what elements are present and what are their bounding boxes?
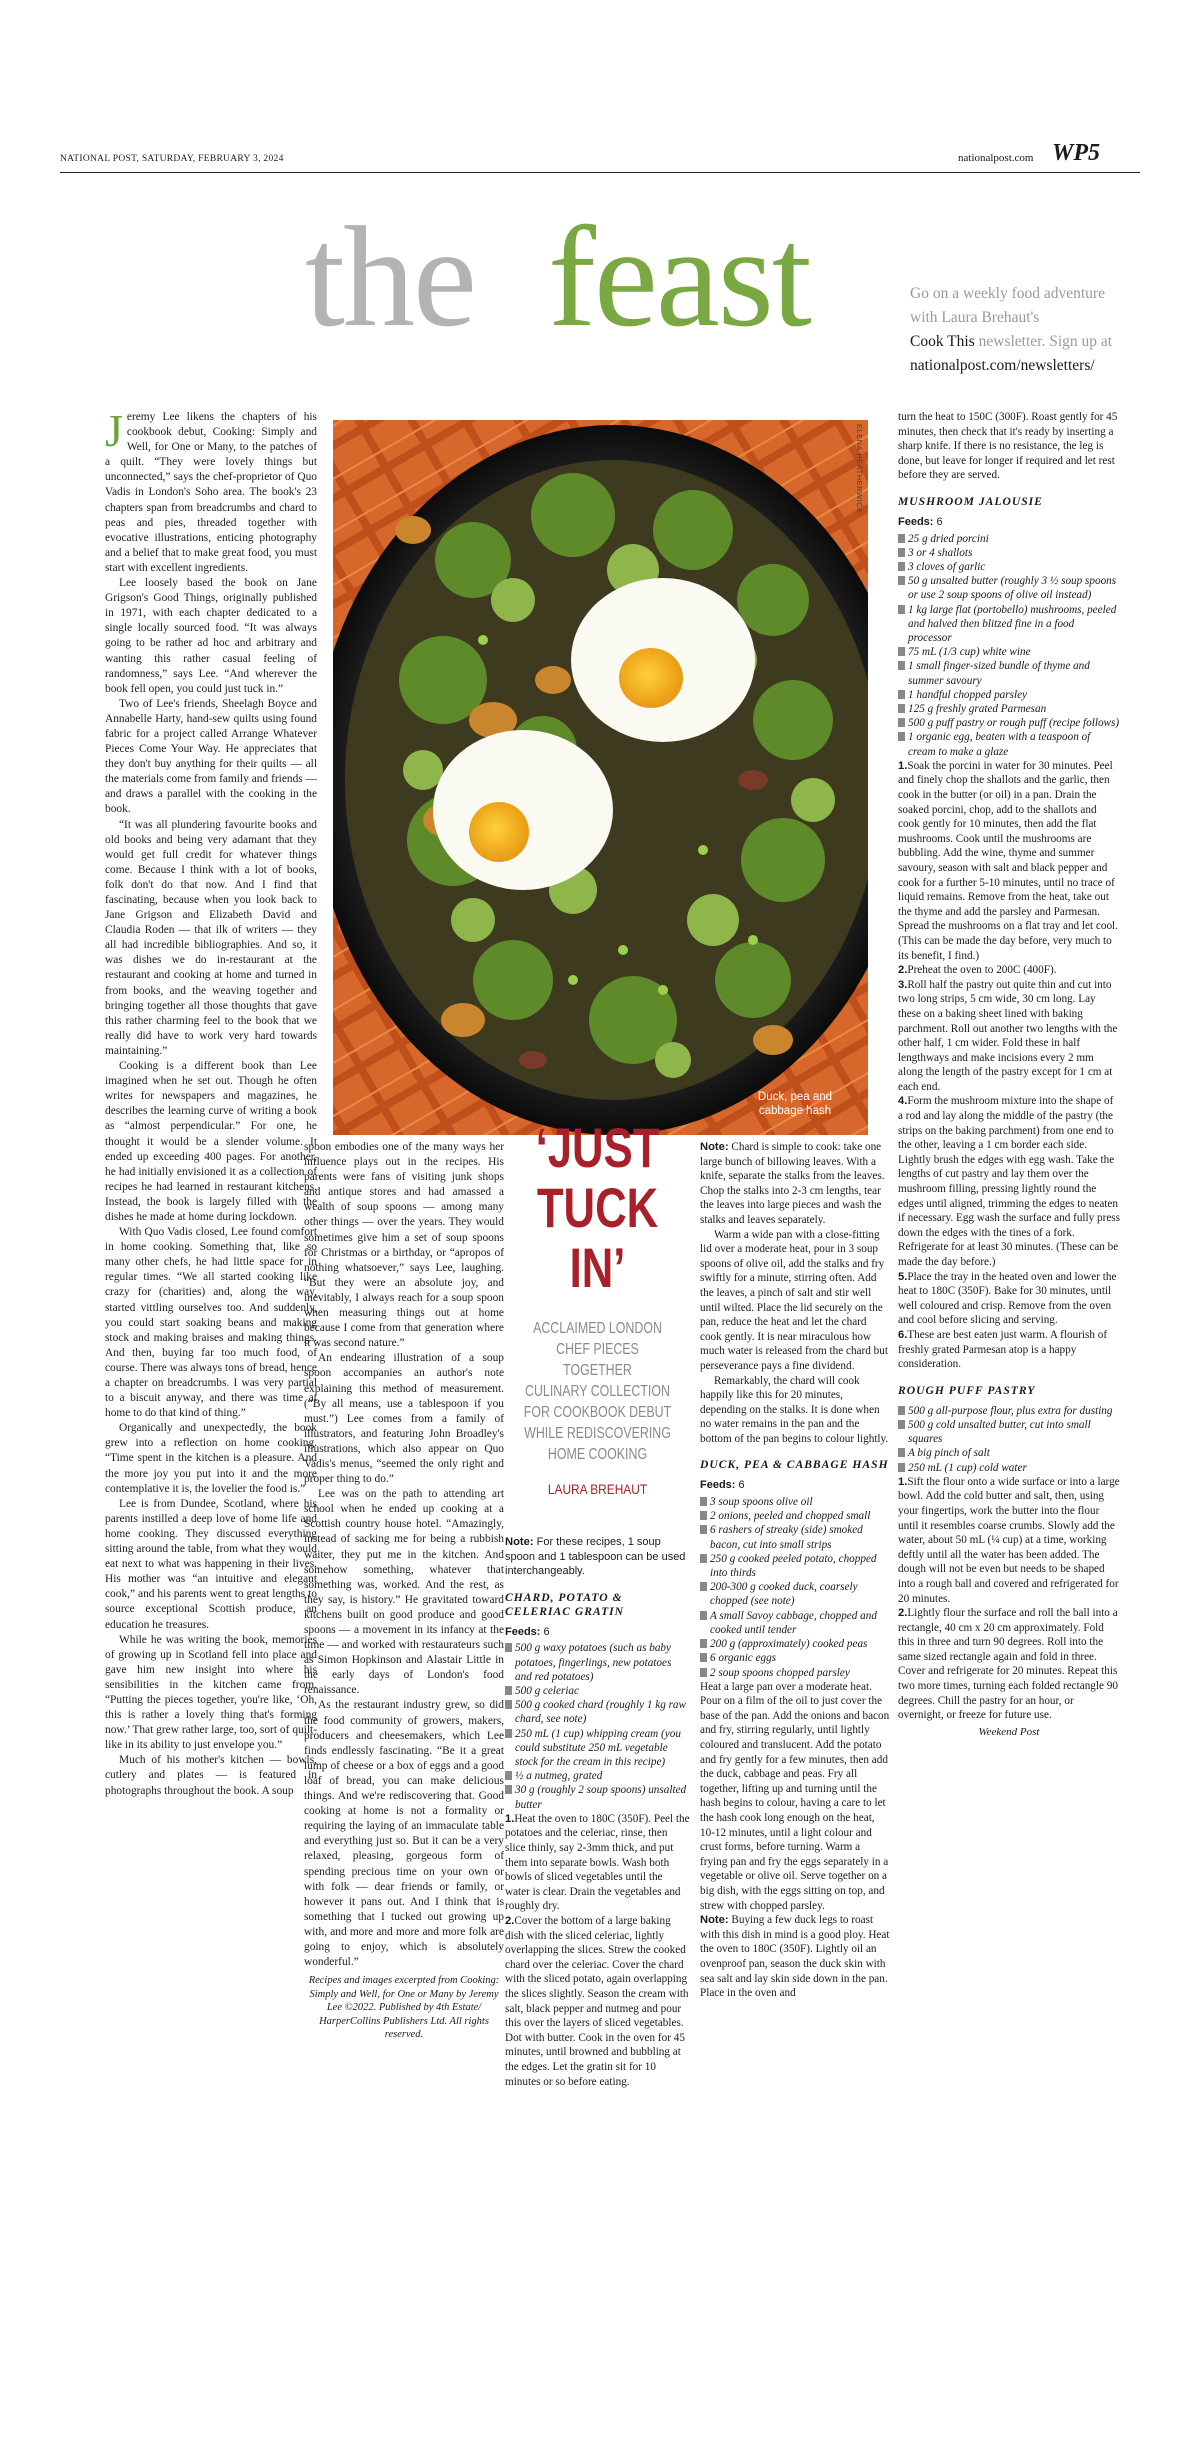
article-paragraph: As the restaurant industry grew, so did the food community of growers, makers, producers and cheesemakers, which Lee finds endlessly fascinating. “Be it a great lump of cheese or a box of eggs and a good loaf of bread, you can make delicious things. And we're rediscovering that. Good cooking at home is not a formality or requiring the laying of an immaculate table and everything just so. But it can be a very relaxed, pleasing, gorgeous form of spending precious time on your own or with folk — dear friends or family, or however it pans out. And I think that is something that I tucked out growing up with, and more and more and more folk are going to enjoy, which is absolutely wonderful.”: [304, 1699, 504, 1969]
ingredient-text: A big pinch of salt: [908, 1447, 990, 1460]
bullet-icon: [505, 1771, 512, 1780]
feeds-label: Feeds:: [898, 515, 934, 528]
chard-note: [700, 1140, 890, 1228]
ingredient-item: [898, 603, 1120, 646]
ingredient-list-hash: [700, 1495, 890, 1680]
bullet-icon: [700, 1653, 707, 1662]
feeds-label: Feeds:: [505, 1625, 541, 1638]
ingredient-text: 50 g unsalted butter (roughly 3 ½ soup spoons or use 2 soup spoons of olive oil instead): [908, 575, 1117, 602]
ingredient-item: [898, 730, 1120, 758]
feeds-value: 6: [735, 1479, 745, 1492]
bullet-icon: [505, 1785, 512, 1794]
ingredient-item: [898, 1461, 1120, 1475]
step-number: 1.: [505, 1812, 515, 1825]
page-number: WP5: [1052, 140, 1100, 166]
step-text: These are best eaten just warm. A flourish of freshly grated Parmesan atop is a happy consideration.: [898, 1328, 1108, 1371]
byline: LAURA BREHAUT: [547, 1481, 648, 1497]
ingredient-item: [898, 702, 1120, 716]
feeds-label: Feeds:: [700, 1479, 736, 1492]
bullet-icon: [898, 718, 905, 727]
recipe-title-hash: DUCK, PEA & CABBAGE HASH: [700, 1458, 889, 1472]
ingredient-text: 250 mL (1 cup) whipping cream (you could substitute 250 mL vegetable stock for the cream in this recipe): [515, 1727, 681, 1768]
promo-line-1: Go on a weekly food adventure: [910, 285, 1105, 302]
recipe-title-jalousie: MUSHROOM JALOUSIE: [898, 494, 1043, 508]
method-step: [898, 1606, 1120, 1723]
article-paragraph: spoon embodies one of the many ways her influence plays out in the recipes. His parents were fans of visiting junk shops and antique stores and had amassed a wealth of soup spoons — among many other things — over the years. They would sometimes give him a set of soup spoons for Christmas or a birthday, or “apropos of nothing whatsoever,” says Lee, laughing. “But they were an absolute joy, and inevitably, I always reach for a soup spoon when measuring things out at home because I come from that generation where it was second nature.”: [304, 1141, 504, 1350]
chard-note-p2: Warm a wide pan with a close-fitting lid over a moderate heat, pour in 3 soup spoons of olive oil, add the stalks and fry swiftly for a minute, stirring often. Add the leaves, a pinch of salt and stir well until wilted. Place the lid securely on the pan, reduce the heat and let the chard cook gently. It is near miraculous how much water is released from the chard but perseverance pays a fine dividend.: [700, 1228, 888, 1372]
bullet-icon: [898, 1406, 905, 1415]
ingredient-item: [700, 1651, 890, 1665]
bullet-icon: [700, 1668, 707, 1677]
ingredient-item: [700, 1609, 890, 1637]
article-paragraph: Lee was on the path to attending art school when he ended up cooking at a Scottish country house hotel. “Amazingly, instead of sacking me for being a rubbish waiter, they put me in the kitchen. And somehow something, whatever that something was, worked. And the rest, as they say, is history.” He gravitated toward kitchens built on good produce and good spoons — a movement in its infancy at the time — and worked with restaurateurs such as Simon Hopkinson and Alastair Little in the early days of London's food renaissance.: [304, 1488, 504, 1697]
bullet-icon: [898, 562, 905, 571]
bullet-icon: [700, 1511, 707, 1520]
step-number: 3.: [898, 978, 908, 991]
photo-caption: [735, 1090, 855, 1118]
ingredient-text: 500 g cooked chard (roughly 1 kg raw chard, see note): [515, 1699, 686, 1726]
promo-url[interactable]: nationalpost.com/newsletters/: [910, 357, 1095, 374]
ingredient-text: A small Savoy cabbage, chopped and cooked until tender: [710, 1609, 877, 1636]
ingredient-item: [898, 1418, 1120, 1446]
promo-rest: newsletter. Sign up at: [974, 333, 1113, 350]
ingredient-text: 3 or 4 shallots: [908, 546, 973, 559]
method-step: [898, 1094, 1120, 1269]
ingredient-text: 3 cloves of garlic: [908, 560, 986, 573]
ingredient-text: 500 g waxy potatoes (such as baby potatoes, fingerlings, new potatoes and red potatoes): [515, 1642, 672, 1683]
ingredient-item: [898, 716, 1120, 730]
note-text: Chard is simple to cook: take one large bunch of billowing leaves. With a knife, separate the stalks from the leaves. Chop the stalks into 2-3 cm lengths, tear the leaves into large pieces and wash the stalks and leaves separately.: [700, 1141, 885, 1226]
feeds-gratin: [505, 1625, 690, 1640]
step-number: 5.: [898, 1270, 908, 1283]
ingredient-item: [505, 1641, 690, 1684]
chard-note-p3: Remarkably, the chard will cook happily like this for 20 minutes, depending on the stalks. It is done when no water remains in the pan and the bottom of the pan begins to colour lightly.: [700, 1374, 889, 1445]
ingredient-list-puff: [898, 1404, 1120, 1475]
headline-line-1: ‘JUST: [535, 1116, 660, 1179]
ingredient-item: [898, 1404, 1120, 1418]
method-puff: [898, 1475, 1120, 1723]
dish-photo: [333, 420, 868, 1135]
ingredient-item: [898, 532, 1120, 546]
ingredient-item: [898, 560, 1120, 574]
article-paragraph: Cooking is a different book than Lee imagined when he set out. Though he often writes for newspapers and magazines, he describes the learning curve of writing a book as “almost perpendicular.” For one, he thought it would be a slender volume. It ended up exceeding 400 pages. For another, he had initially envisioned it as a collection of recipes he had learned in restaurant kitchens. Instead, the book is largely filled with the dishes he made at home during lockdown.: [105, 1060, 317, 1223]
article-paragraph: With Quo Vadis closed, Lee found comfort in home cooking. Something that, like so many other chefs, he had little space for in regular times. “We all started cooking like crazy for (charities) and, along the way, started vittling ourselves too. And suddenly, you could start soaking beans and making stock and making braises and making things. And then, buying far too much food, of course. There was always tons of bread, hence a chapter on breadcrumbs. I was very partial to a biscuit anyway, and there was time at home to do that kind of thing.”: [105, 1226, 317, 1420]
method-step: [898, 1270, 1120, 1328]
ingredient-item: [898, 574, 1120, 602]
note-text: Buying a few duck legs to roast with this dish in mind is a good ploy. Heat the oven to 180C (350F). Lightly oil an ovenproof pan, season the duck skin with sea salt and lay skin side down in the pan. Place in the oven and: [700, 1914, 890, 2000]
bullet-icon: [898, 1448, 905, 1457]
ingredient-item: [898, 688, 1120, 702]
bullet-icon: [898, 534, 905, 543]
deck-line-6: HOME COOKING: [547, 1446, 648, 1463]
step-number: 4.: [898, 1095, 908, 1108]
step-text: Sift the flour onto a wide surface or into a large bowl. Add the cold butter and salt, then, using your fingertips, work the butter into the flour until it resembles coarse crumbs. Slowly add the water, about 50 mL (¼ cup) at a time, working deftly until all the water has been added. The dough will not be even but needs to be shaped into a rough ball and covered and refrigerated for 20 minutes.: [898, 1475, 1120, 1605]
signoff: Weekend Post: [978, 1725, 1040, 1738]
step-text: Place the tray in the heated oven and lower the heat to 180C (350F). Bake for 30 minutes, until well coloured and crisp. Remove from the oven and cool before slicing and serving.: [898, 1270, 1117, 1327]
ingredient-text: 1 handful chopped parsley: [908, 688, 1028, 701]
recipe-title-puff: ROUGH PUFF PASTRY: [898, 1383, 1036, 1397]
ingredient-item: [700, 1523, 890, 1551]
deck-line-3: CULINARY COLLECTION: [525, 1383, 670, 1400]
step-text: Form the mushroom mixture into the shape of a rod and lay along the middle of the pastry (the strips on the baking parchment) from one end to the other, leaving a 1 cm border each side. Lightly brush the edges with egg wash. Take the lengths of cut pastry and lay them over the mushroom filling, pressing lightly round the edges until aligned, trimming the edges to neaten if necessary. Egg wash the surface and fully press down the edges with the tines of a fork. Refrigerate for at least 30 minutes. (These can be made the day before.): [898, 1095, 1120, 1268]
step-text: Roll half the pastry out quite thin and cut into two long strips, 5 cm wide, 30 cm long. Lay these on a baking sheet lined with baking parchment. Roll out another two lengths with the other half, 1 cm wider. Fold these in half lengthways and make incisions every 2 mm along the length of the pastry except for 1 cm at each end.: [898, 978, 1118, 1093]
article-paragraph: Two of Lee's friends, Sheelagh Boyce and Annabelle Harty, hand-sew quilts using found fabric for a project called Arrange Whatever Pieces Come Your Way. He appreciates that they don't buy anything for their quilts — all the materials come from family and friends — and draws a parallel with the cooking in the book.: [105, 697, 317, 816]
ingredient-text: 200-300 g cooked duck, coarsely chopped (see note): [710, 1581, 858, 1608]
step-number: 2.: [898, 964, 908, 977]
bullet-icon: [700, 1639, 707, 1648]
bullet-icon: [700, 1554, 707, 1563]
step-number: 6.: [898, 1328, 908, 1341]
promo-cook-this: Cook This: [910, 333, 975, 350]
bullet-icon: [700, 1525, 707, 1534]
article-column-2: [304, 1140, 504, 2395]
ingredient-text: 75 mL (1/3 cup) white wine: [908, 646, 1031, 659]
method-step: [505, 1914, 690, 2089]
bullet-icon: [505, 1729, 512, 1738]
ingredient-item: [898, 645, 1120, 659]
note-label: Note:: [700, 1914, 729, 1927]
method-gratin: [505, 1812, 690, 2089]
deck: [524, 1318, 672, 1465]
ingredient-text: 1 small finger-sized bundle of thyme and summer savoury: [908, 660, 1090, 687]
article-paragraph: “It was all plundering favourite books and old books and being very adamant that they would get full credit for whatever things come. Because I think with a lot of books, folk don't do that now. And I find that fascinating, because when you look back to Jane Grigson and Elizabeth David and Claudia Roden — that ilk of writers — they all had incredible bibliographies. And so, it was dishes we do in-restaurant at the restaurant and cooking at home and turned in from books, and the weaving together and bringing together all those thoughts that gave this rather charming feel to the book that we really did have to work very hard towards maintaining.”: [105, 818, 317, 1057]
feeds-value: 6: [540, 1625, 550, 1638]
ingredient-text: 500 g cold unsalted butter, cut into small squares: [908, 1418, 1091, 1446]
article-text: eremy Lee likens the chapters of his cookbook debut, Cooking: Simply and Well, for One or Many, to the patches of a quilt. “They were lovely things but unconnected,” says the chef-proprietor of Quo Vadis in London's Soho area. The book's 23 chapters span from breadcrumbs and chard to peas and pies, threaded together with evocative illustrations, enticing photography and a belief that to make great food, you must start with excellent ingredients.: [105, 411, 317, 574]
feeds-jalousie: [898, 515, 1120, 530]
step-text: Lightly flour the surface and roll the ball into a rectangle, 40 cm x 20 cm approximately. Fold this in three and turn 90 degrees. Roll into the same sized rectangle again and fold in three. Cover and refrigerate for 20 minutes. Repeat this two more times, turning each folded rectangle 90 degrees. Chill the pastry for an hour, or overnight, or freeze for future use.: [898, 1607, 1118, 1722]
step-number: 1.: [898, 759, 908, 772]
bullet-icon: [898, 605, 905, 614]
note-text: For these recipes, 1 soup spoon and 1 tablespoon can be used interchangeably.: [505, 1536, 686, 1578]
article-column-1: [105, 410, 317, 2395]
method-step: [898, 963, 1120, 978]
step-text: Soak the porcini in water for 30 minutes. Peel and finely chop the shallots and the garlic, then cook in the butter (or oil) in a pan. Drain the soaked porcini, chop, add to the shallots and cook gently for 10 minutes, then add the flat mushrooms. Cook until the mushrooms are bubbling. Add the wine, thyme and summer savoury, season with salt and black pepper and cook for a further 5-10 minutes, until no trace of liquid remains. Remove from the heat, take out the thyme and add the parsley and Parmesan. Spread the mushrooms on a flat tray and let cool. (This can be made the day before, very much to its benefit, I find.): [898, 759, 1118, 962]
ingredient-item: [898, 546, 1120, 560]
duck-hash-image: [333, 420, 868, 1135]
ingredient-item: [700, 1666, 890, 1680]
article-paragraph: [105, 410, 317, 576]
ingredient-text: 25 g dried porcini: [908, 532, 989, 545]
ingredient-text: 6 organic eggs: [710, 1652, 777, 1665]
method-step: [898, 1328, 1120, 1372]
ingredient-text: 125 g freshly grated Parmesan: [908, 703, 1047, 715]
drop-cap: J: [105, 410, 123, 456]
bullet-icon: [505, 1643, 512, 1652]
bullet-icon: [898, 1463, 905, 1472]
ingredient-text: 1 kg large flat (portobello) mushrooms, peeled and halved then blitzed fine in a food processor: [908, 603, 1117, 644]
ingredient-text: 1 organic egg, beaten with a teaspoon of cream to make a glaze: [908, 731, 1091, 758]
headline-block: [505, 1118, 690, 1497]
ingredient-item: [505, 1684, 690, 1698]
bullet-icon: [898, 661, 905, 670]
bullet-icon: [505, 1686, 512, 1695]
ingredient-list-gratin: [505, 1641, 690, 1811]
method-step: [505, 1812, 690, 1914]
ingredient-text: ½ a nutmeg, grated: [515, 1770, 603, 1783]
bullet-icon: [505, 1700, 512, 1709]
masthead-feast: feast: [548, 198, 810, 357]
method-step: [898, 1475, 1120, 1606]
article-paragraph: Lee loosely based the book on Jane Grigson's Good Things, originally published in 1971, with each chapter dedicated to a single locally sourced food. “It was always going to be rather ad hoc and arbitrary and wanting this rather casual feeling of randomness,” says Lee. “And wherever the book fell open, you could just tuck in.”: [105, 577, 317, 695]
ingredient-item: [505, 1769, 690, 1783]
ingredient-item: [700, 1495, 890, 1509]
promo-line-2: with Laura Brehaut's: [910, 309, 1040, 326]
recipe-column-5: [898, 410, 1120, 2400]
photo-credit: ELENA HEATHERWICK: [855, 424, 864, 514]
duck-note: [700, 1913, 890, 2001]
excerpt-credit: Recipes and images excerpted from Cooking: Simply and Well, for One or Many by Jeremy Lee ©2022. Published by 4th Estate/ HarperCollins Publishers Ltd. All rights reserved.: [308, 1975, 500, 2041]
caption-line-2: cabbage hash: [758, 1105, 832, 1117]
ingredient-text: 3 soup spoons olive oil: [710, 1496, 813, 1509]
bullet-icon: [898, 548, 905, 557]
step-number: 1.: [898, 1475, 908, 1488]
article-paragraph: Organically and unexpectedly, the book grew into a reflection on home cooking. “Time spent in the kitchen is a pleasure. And the more joy you put into it and the more contemplative it is, the lovelier the food is.”: [105, 1422, 317, 1495]
bullet-icon: [898, 1420, 905, 1429]
deck-line-4: FOR COOKBOOK DEBUT: [523, 1404, 672, 1421]
ingredient-text: 500 g all-purpose flour, plus extra for dusting: [908, 1404, 1113, 1417]
article-paragraph: Much of his mother's kitchen — bowls, cutlery and plates — is featured in photographs throughout the book. A soup: [105, 1754, 317, 1797]
ingredient-text: 250 mL (1 cup) cold water: [908, 1461, 1027, 1474]
ingredient-item: [505, 1698, 690, 1726]
newsletter-promo: [910, 282, 1150, 378]
ingredient-list-jalousie: [898, 532, 1120, 759]
article-paragraph: While he was writing the book, memories of growing up in Scotland fell into place and gave him new insight into where his sensibilities in the kitchen came from. “Putting the pieces together, you're like, ‘Oh, this is rather a lovely thing that's forming now.’ That grew rather large, too, sort of quilt-like in its ability to just envelope you.”: [105, 1633, 317, 1752]
bullet-icon: [700, 1497, 707, 1506]
recipe-column-4: [700, 1140, 890, 2400]
feeds-value: 6: [933, 515, 943, 528]
method-step: [898, 759, 1120, 963]
site-url: nationalpost.com: [958, 152, 1034, 164]
ingredient-item: [700, 1580, 890, 1608]
bullet-icon: [898, 647, 905, 656]
ingredient-item: [505, 1783, 690, 1811]
ingredient-text: 2 onions, peeled and chopped small: [710, 1510, 871, 1523]
bullet-icon: [898, 704, 905, 713]
step-text: Preheat the oven to 200C (400F).: [907, 964, 1057, 977]
headline: [525, 1118, 669, 1298]
ingredient-text: 2 soup spoons chopped parsley: [710, 1666, 850, 1679]
ingredient-item: [700, 1552, 890, 1580]
dateline: NATIONAL POST, SATURDAY, FEBRUARY 3, 2024: [60, 154, 284, 164]
ingredient-item: [898, 1446, 1120, 1460]
step-text: Cover the bottom of a large baking dish with the sliced celeriac, lightly overlapping the slices. Strew the cooked chard over the celeriac. Cover the chard with the sliced potato, again overlapping the slices slightly. Season the cream with salt, black pepper and nutmeg and pour this over the layers of sliced vegetables. Dot with butter. Cook in the oven for 45 minutes, until browned and bubbling at the edges. Let the gratin sit for 10 minutes or so before eating.: [505, 1914, 689, 2088]
ingredient-text: 200 g (approximately) cooked peas: [710, 1638, 868, 1651]
masthead-the: the: [305, 198, 475, 357]
header-rule: [60, 172, 1140, 173]
ingredient-text: 250 g cooked peeled potato, chopped into thirds: [710, 1552, 877, 1580]
feeds-hash: [700, 1478, 890, 1493]
ingredient-text: 30 g (roughly 2 soup spoons) unsalted butter: [515, 1784, 687, 1811]
step-number: 2.: [505, 1914, 515, 1927]
article-paragraph: Lee is from Dundee, Scotland, where his parents instilled a deep love of home life and home cooking. They discussed everything sitting around the table, from what they would eat next to what was happening in their lives. His mother was “an intuitive and elegant cook,” and his parents went to great lengths to source exceptional Scottish produce, an education he treasures.: [105, 1497, 317, 1631]
ingredient-item: [700, 1509, 890, 1523]
recipe-column-3: [505, 1535, 690, 2405]
deck-line-1: ACCLAIMED LONDON: [533, 1320, 662, 1337]
bullet-icon: [898, 732, 905, 741]
bullet-icon: [700, 1582, 707, 1591]
article-paragraph: An endearing illustration of a soup spoon accompanies an author's note explaining this method of measurement. (“By all means, use a tablespoon if you must.”) Lee comes from a family of illustrators, and featuring John Broadley's illustrations, which also appear on Quo Vadis's menus, “seemed the only right and proper thing to do.”: [304, 1352, 504, 1486]
ingredient-text: 500 g celeriac: [515, 1684, 579, 1697]
bullet-icon: [700, 1611, 707, 1620]
ingredient-item: [505, 1727, 690, 1770]
step-number: 2.: [898, 1607, 908, 1620]
ingredient-text: 6 rashers of streaky (side) smoked bacon, cut into small strips: [710, 1524, 863, 1551]
headline-line-2: TUCK: [536, 1176, 659, 1239]
headline-line-3: IN’: [569, 1236, 626, 1299]
duck-note-continued: turn the heat to 150C (300F). Roast gently for 45 minutes, then check that it's ready by inserting a sharp knife. If there is no resistance, the leg is done, but leave for longer if required and let rest before they are served.: [898, 411, 1118, 482]
ingredient-item: [700, 1637, 890, 1651]
step-text: Heat the oven to 180C (350F). Peel the potatoes and the celeriac, rinse, then slice thinly, say 2-3mm thick, and put them into separate bowls. Wash both bowls of sliced vegetables until the water is clear. Drain the vegetables and roughly dry.: [505, 1812, 690, 1913]
deck-line-2: CHEF PIECES TOGETHER: [556, 1341, 639, 1379]
bullet-icon: [898, 690, 905, 699]
note-label: Note:: [700, 1141, 729, 1153]
ingredient-text: 500 g puff pastry or rough puff (recipe follows): [908, 717, 1120, 730]
measurement-note: [505, 1535, 690, 1579]
deck-line-5: WHILE REDISCOVERING: [524, 1425, 671, 1442]
method-hash: Heat a large pan over a moderate heat. Pour on a film of the oil to just cover the base of the pan. Add the onions and bacon and fry, stirring regularly, until lightly coloured and translucent. Add the potato and fry gently for a few minutes, then add the duck, cabbage and peas. Fry all together, lifting up and turning until the hash begins to colour, having a care to let the hash cook long enough on the heat, 10-12 minutes, until a light colour and crust forms, before turning. Warm a frying pan and fry the eggs separately in a vegetable or olive oil. Serve together on a big dish, with the eggs sitting on top, and strew with chopped parsley.: [700, 1680, 890, 1912]
ingredient-item: [898, 659, 1120, 687]
recipe-title-gratin: CHARD, POTATO & CELERIAC GRATIN: [505, 1590, 625, 1618]
caption-line-1: Duck, pea and: [757, 1091, 833, 1103]
bullet-icon: [898, 576, 905, 585]
note-label: Note:: [505, 1536, 534, 1548]
method-jalousie: [898, 759, 1120, 1372]
method-step: [898, 978, 1120, 1095]
